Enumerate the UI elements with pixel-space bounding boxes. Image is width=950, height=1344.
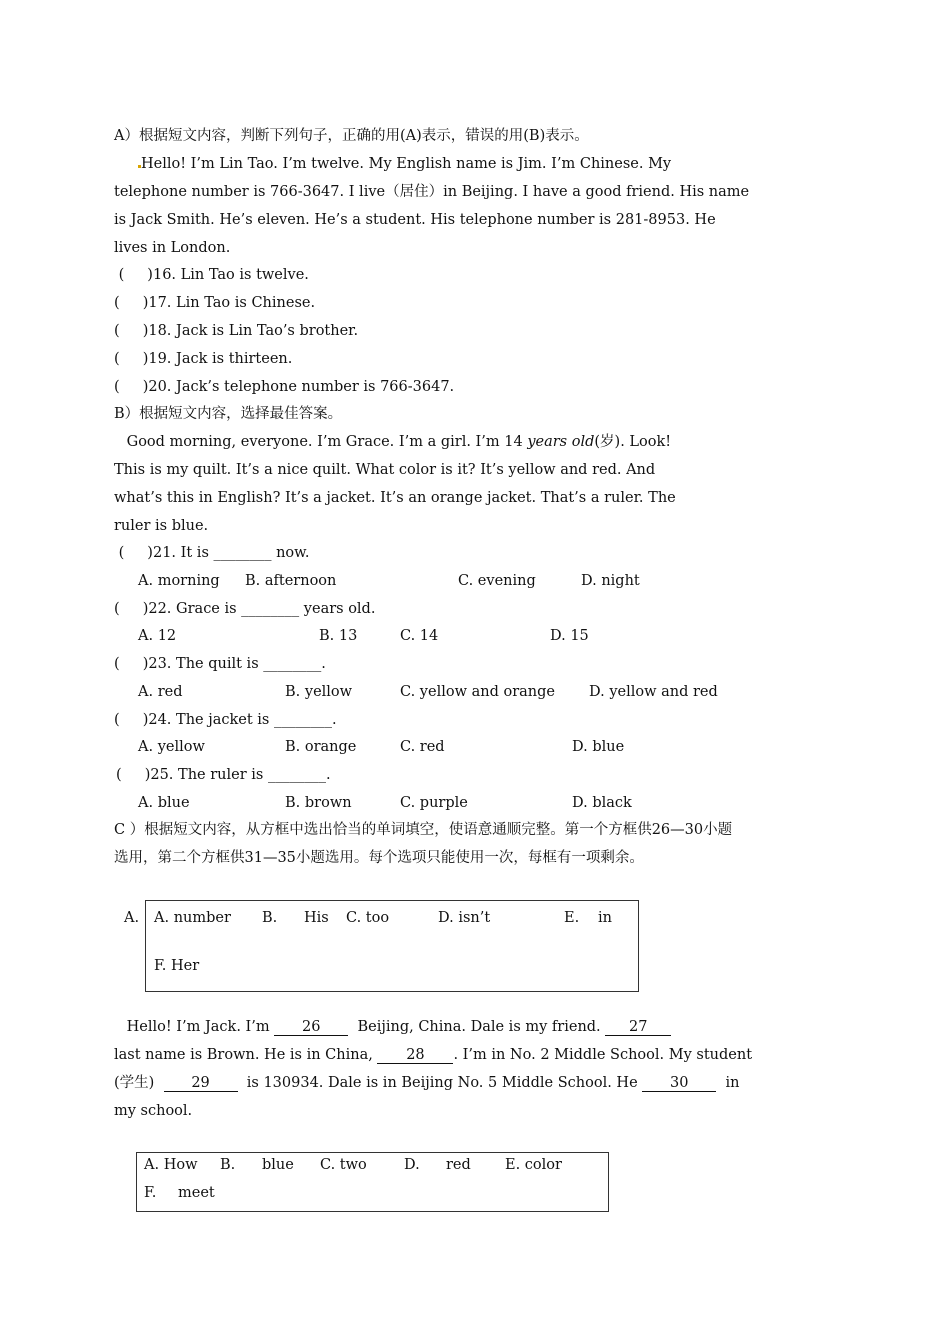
cloze-line-1: Hello! I’m Jack. I’m 26 Beijing, China. Dale is my friend. 27 bbox=[122, 1017, 671, 1037]
box2-word-c: C. two bbox=[320, 1157, 367, 1173]
question-20: ( )20. Jack’s telephone number is 766-3647. bbox=[114, 379, 455, 395]
q21-option-b: B. afternoon bbox=[245, 573, 337, 589]
q23-option-d: D. yellow and red bbox=[589, 684, 718, 700]
q25-option-b: B. brown bbox=[285, 795, 352, 811]
q21-option-d: D. night bbox=[581, 573, 640, 589]
box2-word-e: E. color bbox=[505, 1157, 562, 1173]
box2-word-f: meet bbox=[178, 1185, 215, 1201]
question-16: ( )16. Lin Tao is twelve. bbox=[114, 267, 309, 283]
q24-option-b: B. orange bbox=[285, 739, 357, 755]
blank-29[interactable]: 29 bbox=[164, 1075, 238, 1092]
q21-option-c: C. evening bbox=[458, 573, 536, 589]
question-23: ( )23. The quilt is ________. bbox=[114, 656, 326, 672]
box1-word-b-letter: B. bbox=[262, 910, 278, 926]
q22-option-d: D. 15 bbox=[550, 628, 589, 644]
box1-word-e-letter: E. bbox=[564, 910, 580, 926]
question-18: ( )18. Jack is Lin Tao’s brother. bbox=[114, 323, 359, 339]
q22-option-a: A. 12 bbox=[138, 628, 177, 644]
q23-option-c: C. yellow and orange bbox=[400, 684, 555, 700]
q23-option-b: B. yellow bbox=[285, 684, 353, 700]
box2-word-d: red bbox=[446, 1157, 471, 1173]
question-25: ( )25. The ruler is ________. bbox=[116, 767, 331, 783]
box1-word-e: in bbox=[598, 910, 612, 926]
passage-a-line-1: Hello! I’m Lin Tao. I’m twelve. My English name is Jim. I’m Chinese. My bbox=[138, 154, 671, 174]
section-a-heading: A）根据短文内容，判断下列句子，正确的用(A)表示，错误的用(B)表示。 bbox=[114, 128, 589, 144]
q22-option-b: B. 13 bbox=[319, 628, 358, 644]
blank-26[interactable]: 26 bbox=[274, 1019, 348, 1036]
q25-option-d: D. black bbox=[572, 795, 632, 811]
box2-word-d-letter: D. bbox=[404, 1157, 420, 1173]
blank-27[interactable]: 27 bbox=[605, 1019, 671, 1036]
box1-word-a: A. number bbox=[154, 910, 231, 926]
section-b-heading: B）根据短文内容，选择最佳答案。 bbox=[114, 406, 343, 422]
q25-option-c: C. purple bbox=[400, 795, 468, 811]
box1-word-c: C. too bbox=[346, 910, 390, 926]
blank-28[interactable]: 28 bbox=[377, 1047, 453, 1064]
passage-b-line-3: what’s this in English? It’s a jacket. It’s an orange jacket. That’s a ruler. The bbox=[114, 490, 676, 506]
cloze-line-3: (学生) 29 is 130934. Dale is in Beijing No. 5 Middle School. He 30 in bbox=[114, 1075, 740, 1091]
question-24: ( )24. The jacket is ________. bbox=[114, 712, 337, 728]
q21-option-a: A. morning bbox=[138, 573, 220, 589]
section-c-heading-line-1: C ）根据短文内容，从方框中选出恰当的单词填空，使语意通顺完整。第一个方框供26—30小题 bbox=[114, 822, 733, 838]
box1-word-d: D. isn’t bbox=[438, 910, 491, 926]
q24-option-c: C. red bbox=[400, 739, 445, 755]
passage-b-line-1: Good morning, everyone. I’m Grace. I’m a girl. I’m 14 years old(岁). Look! bbox=[122, 434, 672, 450]
passage-a-line-4: lives in London. bbox=[114, 240, 231, 256]
q22-option-c: C. 14 bbox=[400, 628, 439, 644]
blank-30[interactable]: 30 bbox=[642, 1075, 716, 1092]
question-22: ( )22. Grace is ________ years old. bbox=[114, 601, 376, 617]
section-c-heading-line-2: 选用，第二个方框供31—35小题选用。每个选项只能使用一次，每框有一项剩余。 bbox=[114, 850, 644, 866]
question-19: ( )19. Jack is thirteen. bbox=[114, 351, 293, 367]
box2-word-b-letter: B. bbox=[220, 1157, 236, 1173]
passage-b-line-4: ruler is blue. bbox=[114, 518, 209, 534]
cloze-line-2: last name is Brown. He is in China, 28 . I’m in No. 2 Middle School. My student bbox=[114, 1047, 753, 1063]
passage-a-line-3: is Jack Smith. He’s eleven. He’s a student. His telephone number is 281-8953. He bbox=[114, 212, 716, 228]
box2-word-f-letter: F. bbox=[144, 1185, 157, 1201]
question-17: ( )17. Lin Tao is Chinese. bbox=[114, 295, 316, 311]
box2-word-a: A. How bbox=[144, 1157, 198, 1173]
q24-option-a: A. yellow bbox=[138, 739, 205, 755]
box-1-label: A. bbox=[124, 910, 140, 926]
box1-word-f: F. Her bbox=[154, 958, 200, 974]
box1-word-b: His bbox=[304, 910, 329, 926]
q25-option-a: A. blue bbox=[138, 795, 190, 811]
q24-option-d: D. blue bbox=[572, 739, 625, 755]
passage-b-line-2: This is my quilt. It’s a nice quilt. What color is it? It’s yellow and red. And bbox=[114, 462, 656, 478]
question-21: ( )21. It is ________ now. bbox=[114, 545, 310, 561]
box2-word-b: blue bbox=[262, 1157, 294, 1173]
passage-a-line-2: telephone number is 766-3647. I live（居住）in Beijing. I have a good friend. His name bbox=[114, 184, 750, 200]
q23-option-a: A. red bbox=[138, 684, 183, 700]
cloze-line-4: my school. bbox=[114, 1103, 193, 1119]
